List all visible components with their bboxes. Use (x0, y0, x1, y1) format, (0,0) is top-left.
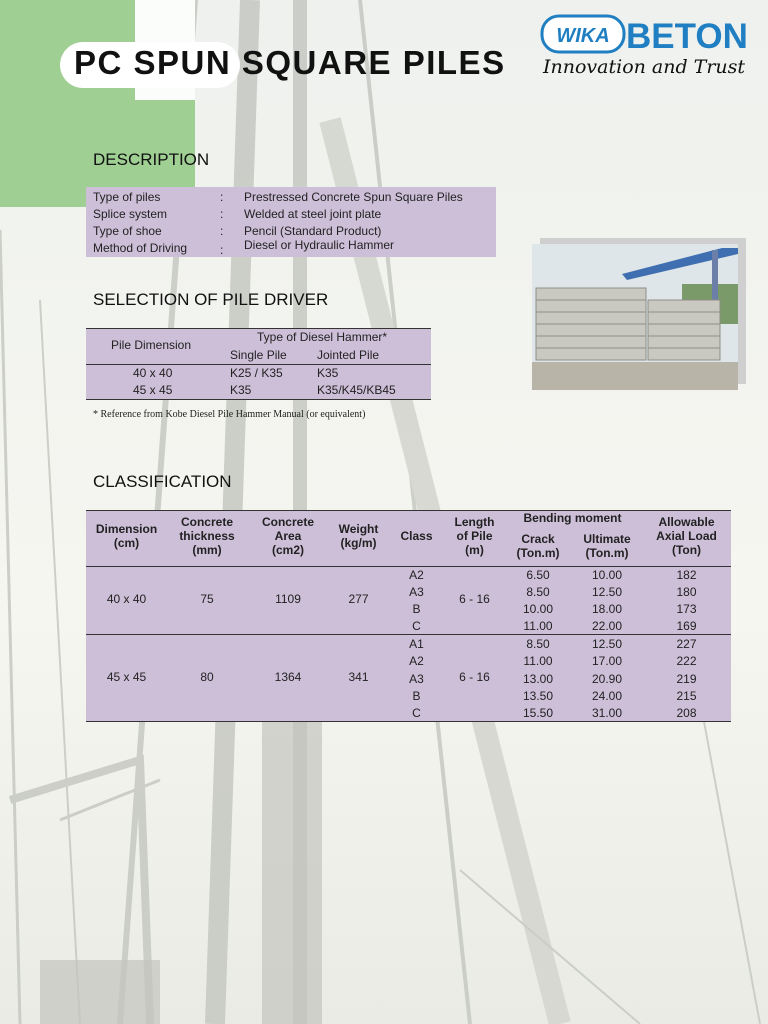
class-cell: C (412, 619, 421, 633)
axial-cell: 222 (676, 654, 697, 668)
description-colon: : (220, 207, 224, 221)
dimension-header: Dimension (cm) (95, 522, 158, 550)
crack-cell: 11.00 (523, 654, 553, 668)
axial-cell: 169 (676, 619, 697, 633)
crack-cell: 10.00 (522, 602, 554, 616)
crack-cell: 13.00 (522, 672, 554, 686)
class-cell: A3 (409, 585, 424, 599)
pile-driver-table (86, 328, 431, 400)
group-dimension-cell: 40 x 40 (106, 592, 147, 606)
jointed-pile-header: Jointed Pile (317, 348, 380, 362)
single-pile-header: Single Pile (230, 348, 287, 362)
crack-cell: 11.00 (523, 619, 553, 633)
ultimate-cell: 12.50 (591, 637, 623, 651)
description-colon: : (220, 224, 224, 238)
group-weight-cell: 277 (348, 592, 369, 606)
description-table (86, 187, 496, 257)
driver-single-cell: K35 (230, 383, 252, 397)
pile-stack-photo (532, 244, 738, 390)
driver-single-cell: K25 / K35 (230, 366, 283, 380)
page-title: PC SPUN SQUARE PILES (74, 44, 506, 81)
axial-cell: 182 (676, 568, 697, 582)
ultimate-cell: 12.50 (591, 585, 623, 599)
table-rule (86, 566, 731, 567)
classification-heading: CLASSIFICATION (93, 472, 232, 491)
driver-dim-cell: 40 x 40 (133, 366, 173, 380)
pile-dimension-header: Pile Dimension (111, 338, 192, 352)
logo-name: BETON (626, 17, 748, 56)
description-key: Type of piles (93, 190, 161, 204)
axial-cell: 219 (676, 672, 697, 686)
class-cell: B (412, 689, 421, 703)
group-area-cell: 1364 (274, 670, 302, 684)
group-length-cell: 6 - 16 (459, 670, 490, 684)
ultimate-cell: 10.00 (591, 568, 623, 582)
crack-cell: 13.50 (522, 689, 554, 703)
ultimate-cell: 24.00 (591, 689, 623, 703)
hammer-type-header: Type of Diesel Hammer* (257, 330, 388, 344)
table-rule (86, 364, 431, 365)
logo-brand: WIKA (556, 25, 610, 47)
crack-header: Crack (Ton.m) (516, 532, 560, 560)
axial-cell: 208 (676, 706, 697, 720)
group-dimension-cell: 45 x 45 (106, 670, 147, 684)
description-colon: : (220, 243, 224, 257)
area-header: Concrete Area (cm2) (261, 515, 314, 557)
description-value: Welded at steel joint plate (244, 207, 382, 221)
driver-dim-cell: 45 x 45 (133, 383, 173, 397)
ultimate-cell: 31.00 (591, 706, 623, 720)
description-key: Method of Driving (93, 241, 188, 255)
class-header: Class (400, 529, 433, 543)
group-area-cell: 1109 (275, 592, 301, 606)
classification-table (86, 510, 731, 722)
pile-driver-heading: SELECTION OF PILE DRIVER (93, 290, 329, 309)
driver-jointed-cell: K35 (317, 366, 339, 380)
footnote: * Reference from Kobe Diesel Pile Hammer Manual (or equivalent) (93, 409, 366, 420)
class-cell: A3 (409, 672, 424, 686)
axial-cell: 173 (676, 602, 697, 616)
crack-cell: 8.50 (526, 585, 550, 599)
driver-jointed-cell: K35/K45/KB45 (317, 383, 396, 397)
axial-load-header: Allowable Axial Load (Ton) (656, 515, 717, 557)
crack-cell: 6.50 (526, 568, 550, 582)
bending-moment-header: Bending moment (523, 511, 622, 525)
table-rule (86, 634, 731, 635)
ultimate-cell: 17.00 (591, 654, 623, 668)
description-key: Type of shoe (93, 224, 162, 238)
group-thickness-cell: 80 (200, 670, 214, 684)
axial-cell: 180 (676, 585, 697, 599)
axial-cell: 215 (676, 689, 697, 703)
description-colon: : (220, 190, 224, 204)
class-cell: B (412, 602, 421, 616)
group-weight-cell: 341 (348, 670, 369, 684)
crack-cell: 15.50 (522, 706, 554, 720)
ultimate-cell: 20.90 (591, 672, 623, 686)
class-cell: A2 (409, 654, 424, 668)
description-key: Splice system (93, 207, 168, 221)
length-header: Length of Pile (m) (454, 515, 495, 557)
ultimate-header: Ultimate (Ton.m) (583, 532, 631, 560)
description-value: Diesel or Hydraulic Hammer (244, 238, 395, 252)
group-length-cell: 6 - 16 (459, 592, 490, 606)
class-cell: A1 (409, 637, 424, 651)
weight-header: Weight (kg/m) (338, 522, 379, 550)
thickness-header: Concrete thickness (mm) (179, 515, 235, 557)
description-heading: DESCRIPTION (93, 150, 210, 169)
description-value: Prestressed Concrete Spun Square Piles (244, 190, 463, 204)
class-cell: A2 (409, 568, 424, 582)
class-cell: C (412, 706, 421, 720)
axial-cell: 227 (676, 637, 697, 651)
logo-tagline: Innovation and Trust (543, 56, 746, 78)
description-value: Pencil (Standard Product) (244, 224, 382, 238)
crack-cell: 8.50 (526, 637, 550, 651)
group-thickness-cell: 75 (200, 592, 214, 606)
ultimate-cell: 18.00 (591, 602, 623, 616)
ultimate-cell: 22.00 (591, 619, 623, 633)
